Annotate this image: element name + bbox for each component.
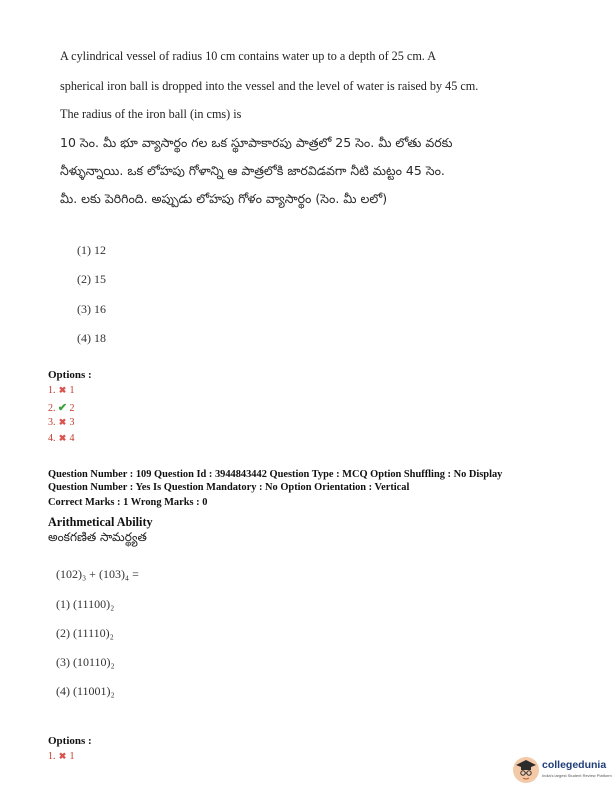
choice-item: (2) 15 bbox=[77, 272, 106, 286]
choice-item: (2) (11110)₂ bbox=[56, 626, 114, 640]
choice-item: (3) (10110)₂ bbox=[56, 655, 115, 669]
question-expression: (102)₃ + (103)₄ = bbox=[56, 567, 139, 581]
question-text-telugu-line: 10 సెం. మీ భూ వ్యాసార్థం గల ఒక స్థూపాకారపు పాత్రలో 25 సెం. మీ లోతు వరకు bbox=[60, 135, 453, 150]
option-number: 3. bbox=[48, 417, 56, 428]
choice-item: (1) (11100)₂ bbox=[56, 597, 115, 611]
option-value: 2 bbox=[69, 403, 75, 414]
choice-item: (4) 18 bbox=[77, 331, 106, 345]
cross-icon: ✖ bbox=[58, 385, 67, 395]
question-meta-line: Question Number : Yes Is Question Mandatory : No Option Orientation : Vertical bbox=[48, 482, 410, 493]
question-text-line: spherical iron ball is dropped into the vessel and the level of water is raised by 45 cm. bbox=[60, 79, 479, 93]
option-result-row bbox=[48, 751, 75, 762]
collegedunia-logo[interactable] bbox=[512, 756, 612, 786]
option-result-row bbox=[48, 385, 75, 396]
options-heading: Options : bbox=[48, 735, 92, 747]
option-value: 3 bbox=[69, 417, 75, 428]
choice-item: (4) (11001)₂ bbox=[56, 684, 115, 698]
question-text-line: The radius of the iron ball (in cms) is bbox=[60, 107, 242, 121]
option-result-row bbox=[48, 433, 75, 444]
option-result-row bbox=[48, 417, 75, 428]
question-meta-line: Correct Marks : 1 Wrong Marks : 0 bbox=[48, 497, 208, 508]
question-text-telugu-line: నీళ్ళున్నాయి. ఒక లోహపు గోళాన్ని ఆ పాత్రలోకి జారవిడవగా నీటి మట్టం 45 సెం. bbox=[60, 163, 445, 178]
choice-item: (1) 12 bbox=[77, 243, 106, 257]
choice-item: (3) 16 bbox=[77, 302, 106, 316]
option-number: 1. bbox=[48, 385, 56, 396]
logo-text: collegedunia bbox=[542, 759, 607, 771]
option-number: 1. bbox=[48, 751, 56, 762]
cross-icon: ✖ bbox=[58, 751, 67, 761]
options-heading: Options : bbox=[48, 369, 92, 381]
option-value: 1 bbox=[69, 751, 75, 762]
section-title-telugu: అంకగణిత సామర్థ్యత bbox=[48, 530, 147, 544]
graduate-avatar-icon bbox=[512, 756, 540, 784]
question-text-line: A cylindrical vessel of radius 10 cm contains water up to a depth of 25 cm. A bbox=[60, 49, 437, 63]
option-result-row bbox=[48, 401, 75, 414]
cross-icon: ✖ bbox=[58, 433, 67, 443]
check-icon: ✔ bbox=[57, 402, 68, 414]
question-text-telugu-line: మీ. లకు పెరిగింది. అప్పుడు లోహపు గోళం వ్యాసార్థం (సెం. మీ లలో) bbox=[60, 191, 388, 206]
logo-tagline: India's largest Student Review Platform bbox=[542, 773, 612, 778]
section-title: Arithmetical Ability bbox=[48, 515, 153, 529]
option-value: 1 bbox=[69, 385, 75, 396]
option-value: 4 bbox=[69, 433, 75, 444]
cross-icon: ✖ bbox=[58, 417, 67, 427]
option-number: 4. bbox=[48, 433, 56, 444]
option-number: 2. bbox=[48, 403, 56, 414]
question-meta-line: Question Number : 109 Question Id : 3944843442 Question Type : MCQ Option Shuffling : No Display bbox=[48, 469, 503, 480]
